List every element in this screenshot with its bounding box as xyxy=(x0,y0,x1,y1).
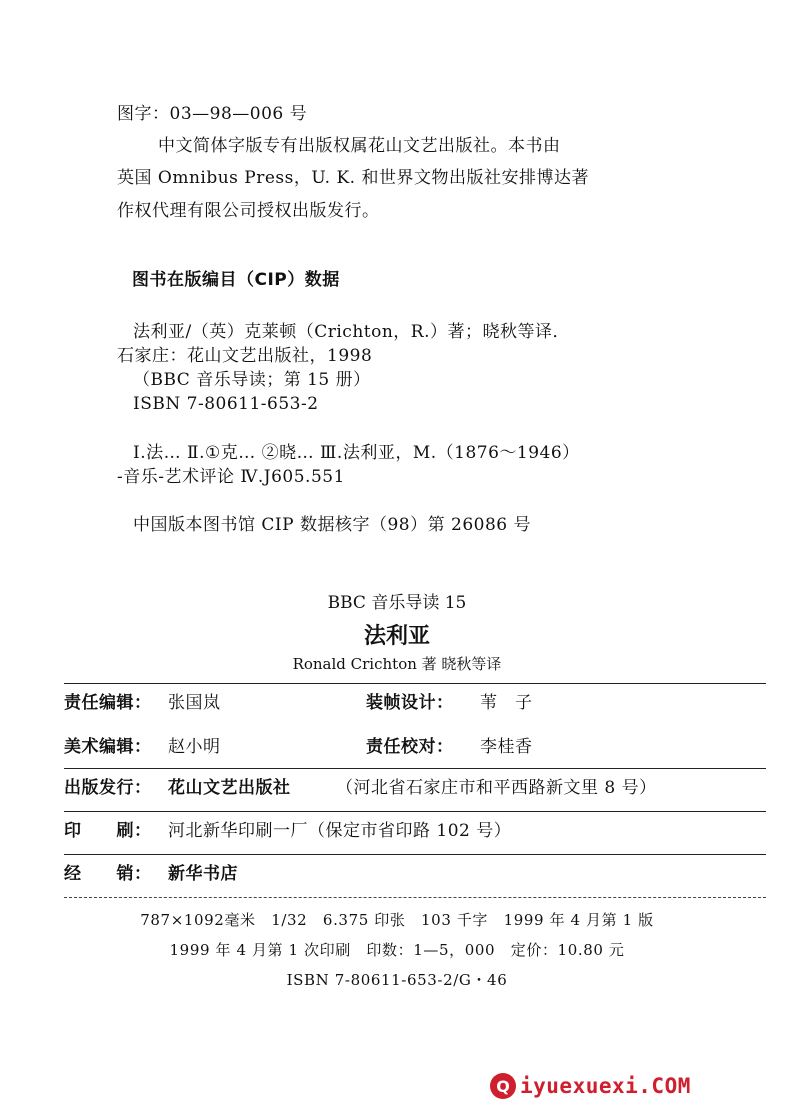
divider-4 xyxy=(64,854,766,855)
proofreader-label: 责任校对： xyxy=(366,737,454,757)
cip-verification: 中国版本图书馆 CIP 数据核字（98）第 26086 号 xyxy=(133,515,531,535)
watermark-text: iyuexuexi.COM xyxy=(520,1074,691,1098)
site-watermark xyxy=(490,1073,691,1099)
spec-line-2: 1999 年 4 月第 1 次印刷 印数：1—5，000 定价：10.80 元 xyxy=(169,941,625,959)
divider-dashed xyxy=(64,897,766,898)
distributor-value: 新华书店 xyxy=(168,864,238,884)
series-name: BBC 音乐导读 15 xyxy=(327,593,467,613)
copyright-line-1: 中文简体字版专有出版权属花山文艺出版社。本书由 xyxy=(158,136,561,156)
art-editor-value: 赵小明 xyxy=(168,737,221,757)
divider-3 xyxy=(64,811,766,812)
copyright-line-3: 作权代理有限公司授权出版发行。 xyxy=(117,201,380,221)
cip-line-2: 石家庄：花山文艺出版社，1998 xyxy=(117,346,373,366)
spec-isbn: ISBN 7-80611-653-2/G・46 xyxy=(286,971,508,989)
printer-value: 河北新华印刷一厂（保定市省印路 102 号） xyxy=(168,821,512,841)
cip-class-line-2: -音乐-艺术评论 Ⅳ.J605.551 xyxy=(117,467,345,487)
divider-top xyxy=(64,683,766,684)
printer-label: 印 刷： xyxy=(64,821,152,841)
divider-2 xyxy=(64,768,766,769)
distributor-label: 经 销： xyxy=(64,864,152,884)
designer-value: 苇 子 xyxy=(480,693,533,713)
author-line: Ronald Crichton 著 晓秋等译 xyxy=(292,655,502,673)
art-editor-label: 美术编辑： xyxy=(64,737,152,757)
copyright-line-2: 英国 Omnibus Press，U. K. 和世界文物出版社安排博达著 xyxy=(117,168,589,188)
designer-label: 装帧设计： xyxy=(366,693,454,713)
cip-line-1: 法利亚/（英）克莱顿（Crichton，R.）著；晓秋等译． xyxy=(133,322,570,342)
cip-class-line-1: Ⅰ.法… Ⅱ.①克… ②晓… Ⅲ.法利亚，M.（1876～1946） xyxy=(133,443,580,463)
permit-number: 图字：03—98—006 号 xyxy=(117,104,308,124)
cip-line-3: （BBC 音乐导读；第 15 册） xyxy=(133,370,371,390)
book-title: 法利亚 xyxy=(363,624,430,649)
spec-line-1: 787×1092毫米 1/32 6.375 印张 103 千字 1999 年 4 月第 1 版 xyxy=(140,911,654,929)
cip-heading: 图书在版编目（CIP）数据 xyxy=(132,270,340,290)
editor-value: 张国岚 xyxy=(168,693,221,713)
watermark-logo-icon: Q xyxy=(490,1073,516,1099)
cip-isbn: ISBN 7-80611-653-2 xyxy=(133,394,319,414)
publisher-value: 花山文艺出版社 xyxy=(168,778,291,798)
publisher-label: 出版发行： xyxy=(64,778,152,798)
publisher-address: （河北省石家庄市和平西路新文里 8 号） xyxy=(336,778,657,798)
proofreader-value: 李桂香 xyxy=(480,737,533,757)
editor-label: 责任编辑： xyxy=(64,693,152,713)
